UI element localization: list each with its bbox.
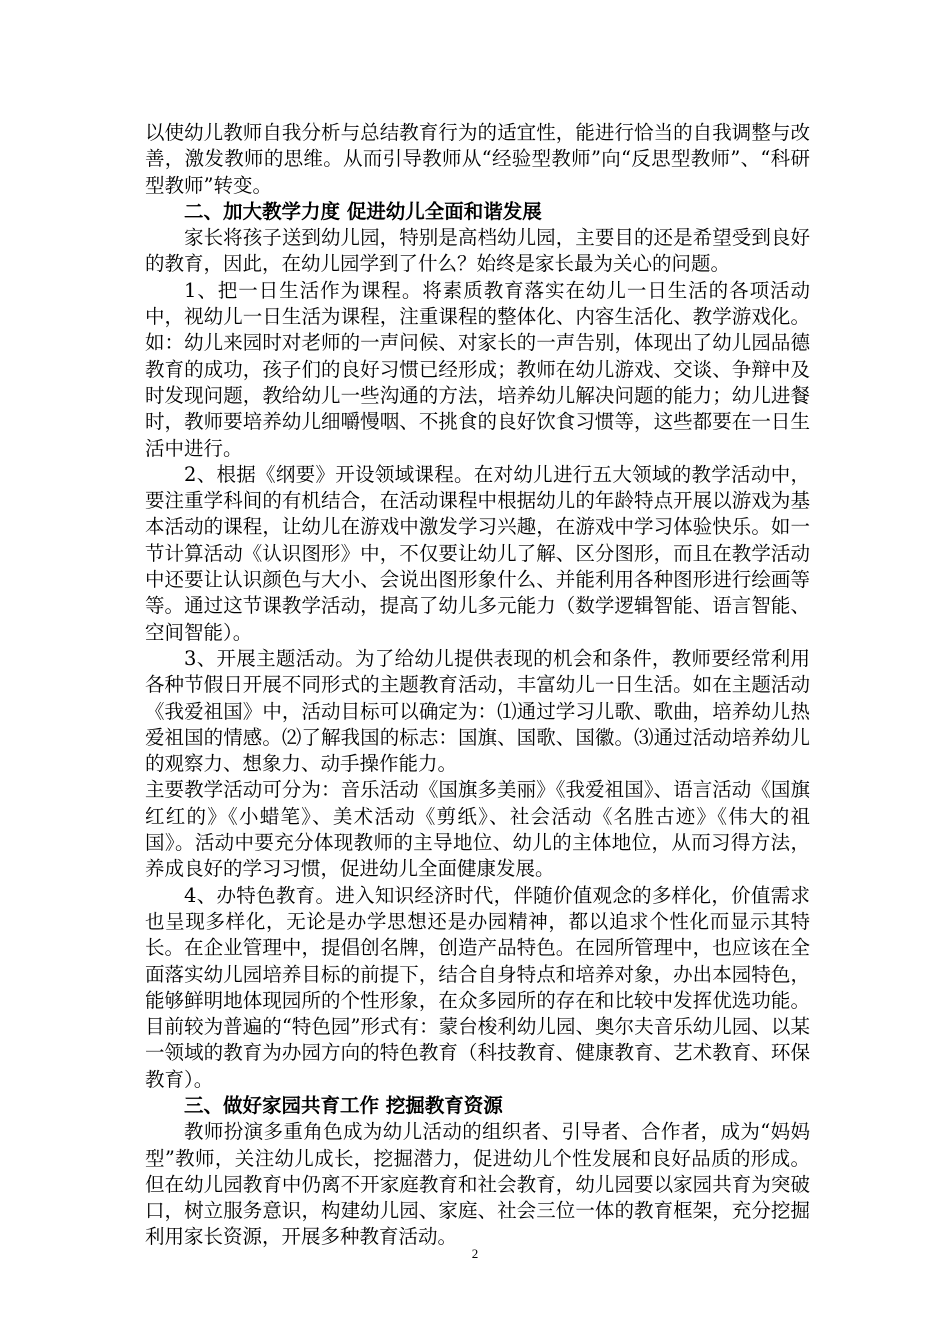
paragraph: 2、根据《纲要》开设领域课程。在对幼儿进行五大领域的教学活动中，要注重学科间的有机结合，在活动课程中根据幼儿的年龄特点开展以游戏为基本活动的课程，让幼儿在游戏中激发学习兴趣，在游戏中学习体验快乐。如一节计算活动《认识图形》中，不仅要让幼儿了解、区分图形，而且在教学活动中还要让认识颜色与大小、会说出图形象什么、并能利用各种图形进行绘画等等。通过这节课教学活动，提高了幼儿多元能力（数学逻辑智能、语言智能、空间智能）。 — [145, 462, 810, 644]
paragraph: 教师扮演多重角色成为幼儿活动的组织者、引导者、合作者，成为“妈妈型”教师，关注幼儿成长，挖掘潜力，促进幼儿个性发展和良好品质的形成。但在幼儿园教育中仍离不开家庭教育和社会教育，幼儿园要以家园共育为突破口，树立服务意识，构建幼儿园、家庭、社会三位一体的教育框架，充分挖掘利用家长资源，开展多种教育活动。 — [145, 1120, 810, 1249]
paragraph: 4、办特色教育。进入知识经济时代，伴随价值观念的多样化，价值需求也呈现多样化，无论是办学思想还是办园精神，都以追求个性化而显示其特长。在企业管理中，提倡创名牌，创造产品特色。在园所管理中，也应该在全面落实幼儿园培养目标的前提下，结合自身特点和培养对象，办出本园特色，能够鲜明地体现园所的个性形象，在众多园所的存在和比较中发挥优选功能。目前较为普遍的“特色园”形式有：蒙台梭利幼儿园、奥尔夫音乐幼儿园、以某一领域的教育为办园方向的特色教育（科技教育、健康教育、艺术教育、环保教育）。 — [145, 883, 810, 1091]
section-heading: 三、做好家园共育工作 挖掘教育资源 — [184, 1093, 503, 1117]
paragraph: 家长将孩子送到幼儿园，特别是高档幼儿园，主要目的还是希望受到良好的教育，因此，在幼儿园学到了什么？始终是家长最为关心的问题。 — [145, 226, 810, 276]
paragraph: 3、开展主题活动。为了给幼儿提供表现的机会和条件，教师要经常利用各种节假日开展不同形式的主题教育活动，丰富幼儿一日生活。如在主题活动《我爱祖国》中，活动目标可以确定为：⑴通过学习儿歌、歌曲，培养幼儿热爱祖国的情感。⑵了解我国的标志：国旗、国歌、国徽。⑶通过活动培养幼儿的观察力、想象力、动手操作能力。 — [145, 646, 810, 776]
document-body — [145, 120, 810, 1251]
paragraph: 1、把一日生活作为课程。将素质教育落实在幼儿一日生活的各项活动中，视幼儿一日生活为课程，注重课程的整体化、内容生活化、教学游戏化。如：幼儿来园时对老师的一声问候、对家长的一声告别，体现出了幼儿园品德教育的成功，孩子们的良好习惯已经形成；教师在幼儿游戏、交谈、争辩中及时发现问题，教给幼儿一些沟通的方法，培养幼儿解决问题的能力；幼儿进餐时，教师要培养幼儿细嚼慢咽、不挑食的良好饮食习惯等，这些都要在一日生活中进行。 — [145, 278, 810, 460]
page-number: 2 — [471, 1246, 479, 1261]
paragraph: 以使幼儿教师自我分析与总结教育行为的适宜性，能进行恰当的自我调整与改善，激发教师的思维。从而引导教师从“经验型教师”向“反思型教师”、“科研型教师”转变。 — [145, 121, 810, 197]
paragraph: 主要教学活动可分为：音乐活动《国旗多美丽》《我爱祖国》、语言活动《国旗红红的》《小蜡笔》、美术活动《剪纸》、社会活动《名胜古迹》《伟大的祖国》。活动中要充分体现教师的主导地位、幼儿的主体地位，从而习得方法，养成良好的学习习惯，促进幼儿全面健康发展。 — [145, 778, 810, 881]
section-heading: 二、加大教学力度 促进幼儿全面和谐发展 — [184, 199, 542, 223]
